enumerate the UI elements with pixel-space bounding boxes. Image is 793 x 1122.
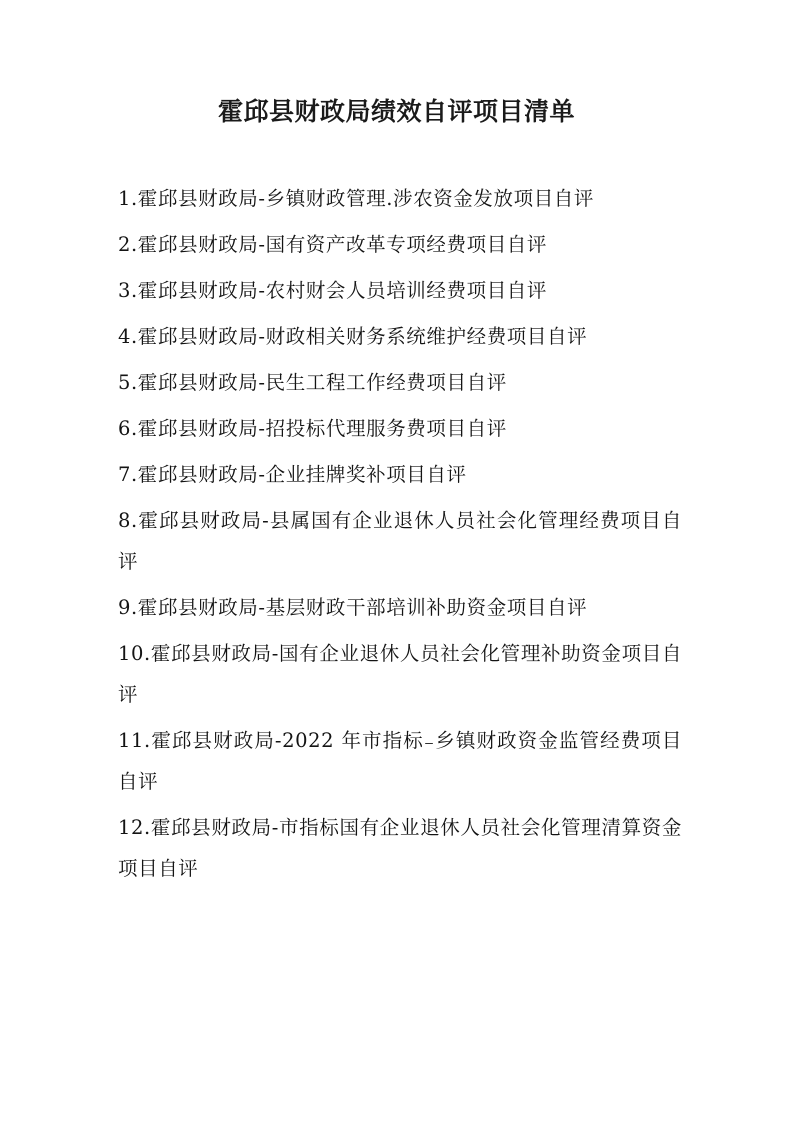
list-item: 7.霍邱县财政局-企业挂牌奖补项目自评	[118, 463, 467, 486]
list-item: 12.霍邱县财政局-市指标国有企业退休人员社会化管理清算资金项目自评	[118, 816, 682, 880]
list-item: 5.霍邱县财政局-民生工程工作经费项目自评	[118, 371, 507, 394]
page-title: 霍邱县财政局绩效自评项目清单	[217, 97, 575, 126]
list-item: 9.霍邱县财政局-基层财政干部培训补助资金项目自评	[118, 596, 588, 619]
list-item: 6.霍邱县财政局-招投标代理服务费项目自评	[118, 417, 507, 440]
list-item: 10.霍邱县财政局-国有企业退休人员社会化管理补助资金项目自评	[118, 642, 682, 706]
list-item: 4.霍邱县财政局-财政相关财务系统维护经费项目自评	[118, 325, 588, 348]
list-item: 2.霍邱县财政局-国有资产改革专项经费项目自评	[118, 233, 547, 256]
project-list	[118, 178, 682, 894]
list-item: 11.霍邱县财政局-2022 年市指标₋乡镇财政资金监管经费项目自评	[118, 729, 682, 793]
list-item: 1.霍邱县财政局-乡镇财政管理.涉农资金发放项目自评	[118, 187, 594, 210]
list-item: 3.霍邱县财政局-农村财会人员培训经费项目自评	[118, 279, 547, 302]
list-item: 8.霍邱县财政局-县属国有企业退休人员社会化管理经费项目自评	[118, 509, 682, 573]
